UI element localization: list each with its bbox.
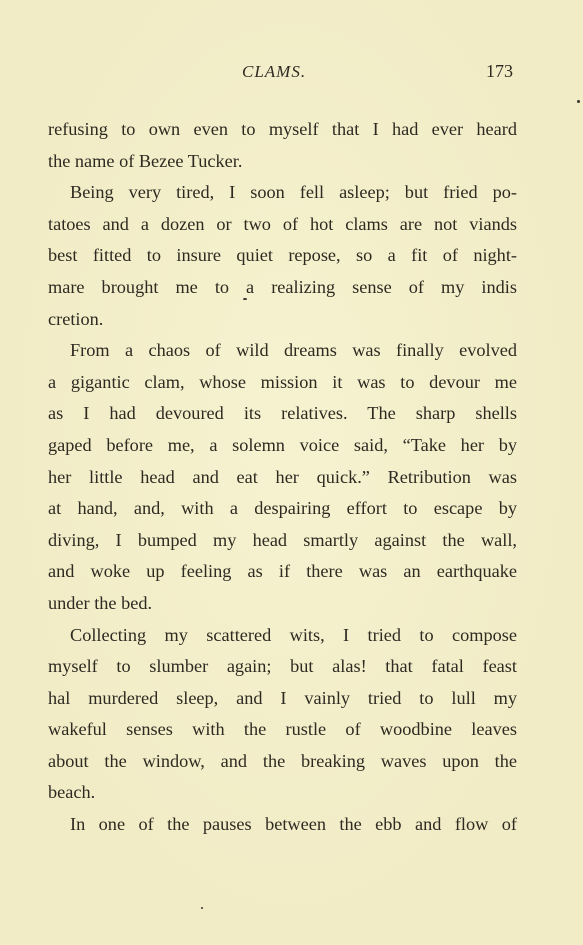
ink-speck (243, 298, 247, 300)
text-line: her little head and eat her quick.” Retribution was (48, 466, 517, 487)
text-line: best fitted to insure quiet repose, so a fit of night- (48, 245, 517, 266)
text-line: about the window, and the breaking waves upon the (48, 750, 517, 771)
text-line: the name of Bezee Tucker. (48, 150, 243, 171)
text-line: tatoes and a dozen or two of hot clams are not viands (48, 213, 517, 234)
text-line: hal murdered sleep, and I vainly tried to lull my (48, 687, 517, 708)
text-line: refusing to own even to myself that I had ever heard (48, 119, 517, 139)
text-line: myself to slumber again; but alas! that fatal feast (48, 656, 517, 677)
ink-speck (577, 100, 580, 103)
page-number: 173 (486, 61, 513, 81)
text-line: From a chaos of wild dreams was finally evolved (70, 340, 517, 361)
text-line: diving, I bumped my head smartly against the wall, (48, 529, 517, 550)
text-line: Collecting my scattered wits, I tried to compose (70, 624, 517, 645)
text-line: beach. (48, 782, 96, 803)
ink-speck (201, 907, 203, 909)
text-line: under the bed. (48, 592, 153, 613)
body-text (48, 114, 517, 841)
text-line: wakeful senses with the rustle of woodbine leaves (48, 719, 517, 740)
text-line: a gigantic clam, whose mission it was to devour me (48, 371, 517, 392)
running-title: CLAMS. (242, 62, 307, 81)
text-line: In one of the pauses between the ebb and flow of (70, 814, 517, 835)
text-line: Being very tired, I soon fell asleep; but fried po- (70, 182, 517, 203)
text-line: as I had devoured its relatives. The sharp shells (48, 403, 517, 424)
text-line: gaped before me, a solemn voice said, “Take her by (48, 434, 517, 455)
text-line: and woke up feeling as if there was an earthquake (48, 561, 517, 582)
text-line: cretion. (48, 308, 104, 329)
text-line: mare brought me to a realizing sense of my indis (48, 276, 517, 297)
text-line: at hand, and, with a despairing effort to escape by (48, 498, 517, 519)
